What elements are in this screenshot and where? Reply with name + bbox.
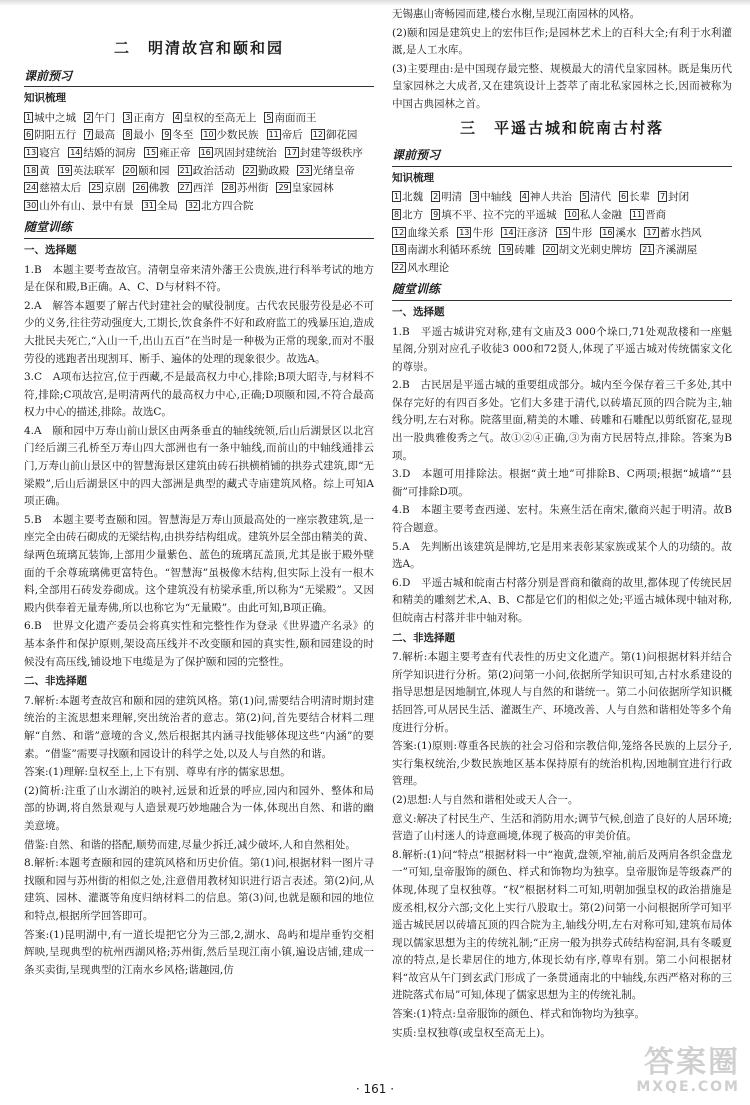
item-number: 21 [642,245,653,255]
answer-paragraph: 答案:(1)昆明湖中,有一道长堤把它分为三部,2,湖水、岛屿和堤岸垂钓交相辉映,呈现典型的杭州西湖风格;苏州街,然后呈现江南小镇,遍设店铺,建成一条买卖街,呈现典型的江南水乡风格;谐趣园,仿 [24,928,374,976]
knowledge-point-text: 帝后 [281,129,303,142]
knowledge-point [243,163,290,181]
knowledge-label: 知识梳理 [392,171,434,184]
watermark-url: MXQE.COM [636,1079,740,1095]
item-number: 15 [145,147,157,157]
answer-paragraph: 5.B 本题主要考查颐和园。智慧海是万寿山顶最高处的一座宗教建筑,是一座完全由砖石砌成的无梁结构,由拱券结构组成。建筑外层全部由精美的黄、绿两色琉璃瓦装饰,上部用少量紫色、蓝色的琉璃瓦盖顶,尤其是嵌于殿外壁面的千余尊琉璃佛更富特色。“智慧海”虽极像木结构,但实际上没有一根木料,全部用石砖发券砌成。这个建筑没有枋梁承重,所以称为“无梁殿”。又因殿内供奉着无量寿佛,所以也称它为“无量殿”。由此可知,B项正确。 [24,513,374,614]
item-number: 14 [70,147,81,157]
answer-paragraph: (2)思想:人与自然和谐相处或天人合一。 [392,793,579,806]
knowledge-point-text: 御花园 [325,129,358,142]
knowledge-point-text: 血缘关系 [407,226,450,239]
answer-block [392,324,732,628]
item-number: 9 [164,130,170,140]
knowledge-point-text: 胡文光刺史牌坊 [558,244,633,257]
knowledge-point-text: 填不平、拉不完的平遥城 [441,208,557,221]
knowledge-point [392,189,423,207]
knowledge-point [264,110,316,128]
knowledge-point-text: 西洋 [192,182,214,195]
knowledge-point-text: 封闭 [668,191,690,204]
pre-study-label: 课前预习 [392,147,732,167]
knowledge-point [24,127,76,145]
page-number: · 161 · [355,1082,395,1096]
knowledge-point [580,189,611,207]
item-number: 28 [223,183,234,193]
knowledge-point-text: 黄 [39,164,50,177]
item-number: 8 [125,130,131,140]
knowledge-point-text: 蓄水挡风 [659,226,702,239]
knowledge-point [123,110,165,128]
knowledge-point-text: 皇权的至高无上 [182,111,257,124]
item-number: 25 [91,183,102,193]
knowledge-point [392,242,491,260]
item-number: 16 [200,147,211,157]
answer-paragraph: 答案:(1)理解:皇权至上,上下有别、尊卑有序的儒家思想。 [24,766,291,779]
item-number: 27 [179,183,190,193]
knowledge-point-text: 齐溪湖屋 [655,244,698,257]
knowledge-point-text: 英法联军 [72,164,115,177]
knowledge-point [222,180,269,198]
item-number: 1 [394,192,400,202]
knowledge-point-text: 汪彦济 [516,226,549,239]
knowledge-point [565,207,622,225]
knowledge-point-text: 北魏 [402,191,424,204]
answer-paragraph: 1.B 本题主要考查故宫。清朝皇帝来清外藩王公贵族,进行科举考试的地方是在保和殿,B正确。A、C、D与材料不符。 [24,263,374,294]
knowledge-point [201,127,258,145]
answer-paragraph: (2)颐和园是建筑史上的宏伟巨作;是园林艺术上的百科大全;有利于水利灌溉,是人工水库。 [392,26,732,57]
item-number: 7 [86,130,92,140]
knowledge-point [173,110,257,128]
knowledge-point-text: 午门 [94,111,116,124]
item-number: 6 [26,130,32,140]
item-number: 11 [268,130,279,140]
answer-block [392,649,732,1042]
answer-paragraph: 2.B 古民居是平遥古城的重要组成部分。城内至今保存着三千多处,其中保存完好的有四百多处。它们大多建于清代,以砖墙瓦顶的四合院为主,轴线分明,左右对称。院落里面,精美的木雕、砖雕和石雕配以剪纸窗花,显现出一股典雅俊秀之气。故①②④正确,③为南方民居特点,排除。答案为B项。 [392,379,732,462]
knowledge-point [24,180,81,198]
knowledge-point [89,180,125,198]
item-number: 23 [299,165,310,175]
answer-block [392,6,732,114]
knowledge-point-text: 少数民族 [216,129,259,142]
knowledge-point [267,127,303,145]
knowledge-point [392,207,423,225]
knowledge-point-text: 苏州街 [236,182,269,195]
answer-paragraph: 答案:(1)特点:皇帝服饰的颜色、样式和饰物均为独享。 [392,1008,645,1021]
answer-paragraph: 借鉴:自然、和谐的搭配,顺势而建,尽量少拆迁,减少破坏,人和自然相处。 [24,838,356,851]
item-number: 19 [501,245,512,255]
item-number: 4 [521,192,527,202]
item-number: 8 [394,209,400,219]
answer-paragraph: 3.D 本题可用排除法。根据“黄土地”可排除B、C两项;根据“城墙”“县衙”可排除D项。 [392,468,732,498]
item-number: 19 [59,165,70,175]
answer-paragraph: 6.D 平遥古城和皖南古村落分别是晋商和徽商的故里,都体现了传统民居和精美的雕刻艺术,A、B、C都是它们的相似之处;平遥古城体现中轴对称,但皖南古村落并非中轴对称。 [392,576,732,624]
knowledge-point [178,180,214,198]
knowledge-point-text: 北方四合院 [201,199,254,212]
knowledge-point-text: 雍正帝 [159,146,191,159]
knowledge-point-text: 山外有山、景中有景 [39,199,134,212]
knowledge-point-text: 冬至 [172,129,194,142]
knowledge-label: 知识梳理 [24,92,66,105]
answer-paragraph: 8.解析:本题考查颐和园的建筑风格和历史价值。第(1)问,根据材料一图片寻找颐和园与苏州街的相似之处,注意借用教材知识进行语言表述。第(2)问,从建筑、园林、灌溉等角度归纳材料二的信息。第(3)问,也就是颐和园的地位和特点,根据所学回答即可。 [24,857,374,922]
knowledge-point [24,163,50,181]
answer-paragraph: 2.A 解答本题要了解古代封建社会的赋役制度。古代农民服劳役是必不可少的义务,往往劳动强度大,工期长,饮食条件不好和政府监工的残暴压迫,造成大批民夫死亡,“入山一千,出山五百”在当时是一种极为正常的现象,而对不服劳役的逃跑者出现割耳、断手、遍体的处理的现象很少。故选A。 [24,299,374,365]
item-number: 15 [558,227,569,237]
item-number: 32 [187,200,199,210]
knowledge-point [543,242,632,260]
item-number: 14 [503,227,514,237]
chapter-title: 二 明清故宫和颐和园 [113,39,284,57]
item-number: 12 [312,130,323,140]
knowledge-points [392,189,732,277]
item-number: 1 [26,112,32,122]
knowledge-point-text: 牛形 [472,226,494,239]
item-number: 12 [394,227,405,237]
knowledge-point [24,110,76,128]
item-number: 20 [545,245,556,255]
item-number: 2 [433,192,439,202]
item-number: 13 [26,147,37,157]
answer-paragraph: 答案:(1)原则:尊重各民族的社会习俗和宗教信仰,笼络各民族的上层分子,实行集权统治,少数民族地区基本保持原有的统治机构,因地制宜进行行政管理。 [392,740,732,788]
knowledge-point-text: 封建等级秩序 [299,146,363,159]
item-number: 22 [244,165,255,175]
knowledge-point-text: 慈禧太后 [39,182,82,195]
item-number: 21 [179,165,190,175]
knowledge-point-text: 巩固封建统治 [213,146,277,159]
watermark-logo [636,1047,740,1095]
knowledge-point [178,163,235,181]
knowledge-point-text: 长辈 [629,191,651,204]
item-number: 31 [143,200,154,210]
item-number: 22 [394,262,405,272]
item-number: 26 [135,183,146,193]
answer-paragraph: 8.解析:(1)问“特点”根据材料一中“袍黄,盘领,窄袖,前后及两肩各织金盘龙一”可知,皇帝服饰的颜色、样式和饰物均为独享。皇帝服饰是等级森严的体现,体现了皇权独尊。“权”根据材料二可知,明朝加强皇权的政治措施是废丞相,权分六部;文化上实行八股取士。第(2)问第一小问根据所学可知平遥古城民居以砖墙瓦顶的四合院为主,轴线分明,左右对称可知,建筑布局体现以儒家思想为主的传统礼制;“正房一般为拱券式砖结构窑洞,具有冬暖夏凉的特点,是长辈居住的地方,体现长幼有序,尊卑有别。第二小问根据材料“故宫从午门到玄武门形成了一条贯通南北的中轴线,东西严格对称的三进院落式布局”可知,体现了儒家思想为主的传统礼制。 [392,848,732,1002]
knowledge-point-text: 私人金融 [579,208,622,221]
answer-paragraph: 4.B 本题主要考查西递、宏村。朱熹生活在南宋,徽商兴起于明清。故B符合题意。 [392,504,732,535]
section-heading: 二、非选择题 [392,631,455,644]
item-number: 3 [125,112,131,122]
knowledge-point [162,127,193,145]
left-column [24,34,374,980]
answer-block [24,693,374,980]
answer-paragraph: 实质:皇权独尊(或皇权至高无上)。 [392,1026,551,1039]
knowledge-point [24,198,134,216]
pre-study-label: 课前预习 [24,68,374,88]
knowledge-point-text: 明清 [441,191,463,204]
knowledge-point [68,145,136,163]
item-number: 5 [581,192,587,202]
item-number: 7 [660,192,666,202]
knowledge-point-text: 北方 [402,208,424,221]
knowledge-point-text: 中轴线 [480,191,512,204]
knowledge-point [658,189,689,207]
knowledge-point [640,242,697,260]
answer-paragraph: (3)主要理由:是中国现存最完整、规模最大的清代皇家园林。既是集历代皇家园林之大成者,又在建筑设计上荟萃了南北私家园林之长,因而被称为中国古典园林之首。 [392,62,732,110]
knowledge-point [619,189,650,207]
answer-paragraph: 1.B 平遥古城讲究对称,建有文庙及3 000个垛口,71处观敌楼和一座魁星阁,分别对应孔子收徒3 000和72贤人,体现了平遥古城对传统儒家文化的尊崇。 [392,325,732,373]
knowledge-point-text: 全局 [156,199,178,212]
knowledge-point-text: 溪水 [615,226,637,239]
knowledge-point-text: 清代 [589,191,611,204]
knowledge-point-text: 神人共治 [529,191,572,204]
knowledge-point-text: 牛形 [571,226,593,239]
knowledge-point [24,145,60,163]
knowledge-point-text: 正南方 [133,111,165,124]
item-number: 16 [602,227,613,237]
answer-paragraph: 4.A 颐和园中万寿山前山景区由两条垂直的轴线统领,后山后湖景区以北宫门经后湖三孔桥至万寿山四大部洲也有一条中轴线,而前山的中轴线通排云门,万寿山前山景区中的智慧海景区建筑由砖石拱横梢铺的拱券式建筑,即“无梁殿”,后山后湖景区中的四大部洲是典型的藏式寺庙建筑风格。综上可知A项正确。 [24,424,374,508]
item-number: 10 [566,209,577,219]
knowledge-point [142,198,178,216]
knowledge-point [297,163,354,181]
right-column [392,6,732,1043]
item-number: 11 [631,209,643,219]
knowledge-point-text: 阴阳五行 [34,129,77,142]
section-heading: 二、非选择题 [24,675,87,688]
knowledge-point [123,127,154,145]
section-heading: 一、选择题 [24,243,77,256]
item-number: 9 [433,209,439,219]
knowledge-point [600,225,636,243]
knowledge-point [144,145,191,163]
item-number: 3 [472,192,478,202]
practice-label: 随堂训练 [24,219,374,239]
item-number: 20 [124,165,136,175]
item-number: 30 [26,200,37,210]
knowledge-point [311,127,358,145]
answer-paragraph: 5.A 先判断出该建筑是牌坊,它是用来表彰某家族或某个人的功绩的。故选A。 [392,540,732,571]
knowledge-point-text: 结婚的洞房 [83,146,136,159]
item-number: 2 [86,112,92,122]
knowledge-point [285,145,363,163]
item-number: 17 [646,227,657,237]
answer-paragraph: 6.B 世界文化遗产委员会将真实性和完整性作为登录《世界遗产名录》的基本条件和保护原则,架设高压线并不改变颐和园的真实性,颐和园建设的时候没有高压线,铺设地下电缆是为了保护颐和园的完整性。 [24,620,374,668]
knowledge-point [84,110,115,128]
knowledge-point [133,180,169,198]
answer-paragraph: 意义:解决了村民生产、生活和消防用水;调节气候,创造了良好的人居环境;营造了山村迷人的诗意画境,体现了极高的审美价值。 [392,812,732,843]
knowledge-point [556,225,592,243]
knowledge-point-text: 京剧 [104,182,126,195]
knowledge-point-text: 勤政殿 [257,164,290,177]
answer-block [24,262,374,672]
answer-paragraph: 7.解析:本题考查故宫和颐和园的建筑风格。第(1)问,需要结合明清时期封建统治的主流思想来理解,突出统治者的意志。第(2)问,首先要结合材料二理解“自然、和谐”意境的含义,然后根据其内涵寻找能够体现这些“内涵”的要素。“借鉴”需要寻找颐和园设计的科学之处,以及人与自然的和谐。 [24,694,374,760]
item-number: 13 [459,227,470,237]
practice-label: 随堂训练 [392,281,732,301]
knowledge-point [431,189,462,207]
knowledge-point-text: 砖雕 [514,244,536,257]
item-number: 18 [26,165,37,175]
knowledge-point [630,207,666,225]
item-number: 10 [203,130,214,140]
section-heading: 一、选择题 [392,305,445,318]
knowledge-point [520,189,572,207]
knowledge-point [276,180,333,198]
knowledge-point-text: 南面而王 [274,111,317,124]
knowledge-point [501,225,548,243]
knowledge-point-text: 皇家园林 [291,182,334,195]
knowledge-point [644,225,701,243]
knowledge-point [392,260,449,278]
knowledge-point [84,127,115,145]
knowledge-point [470,189,512,207]
knowledge-point-text: 南湖水利循环系统 [407,244,492,257]
knowledge-point [457,225,493,243]
knowledge-point [392,225,449,243]
item-number: 6 [620,192,627,202]
knowledge-point-text: 寝宫 [39,146,61,159]
knowledge-point-text: 风水理论 [407,261,450,274]
answer-paragraph: 3.C A项布达拉宫,位于西藏,不是最高权力中心,排除;B项大昭寺,与材料不符,排除;C项故宫,是明清两代的最高权力中心,正确;D项颐和园,不符合最高权力中心的描述,排除。故选C。 [24,371,374,419]
watermark-text: 答案圈 [644,1045,740,1080]
item-number: 17 [286,147,297,157]
answer-paragraph: (2)简析:注重了山水湖泊的映衬,远景和近景的呼应,园内和园外、整体和局部的协调,将自然景观与人造景观巧妙地融合为一体,体现出自然、和谐的幽美意境。 [24,784,374,832]
knowledge-point [123,163,170,181]
item-number: 29 [278,183,289,193]
item-number: 24 [26,183,37,193]
knowledge-point-text: 佛教 [148,182,170,195]
knowledge-point [499,242,535,260]
knowledge-point [199,145,277,163]
answer-paragraph: 无锡惠山寄畅园而建,楼台水榭,呈现江南园林的风格。 [392,8,641,20]
knowledge-point [431,207,557,225]
knowledge-point-text: 城中之城 [34,111,77,124]
knowledge-point-text: 光绪皇帝 [312,164,355,177]
knowledge-point-text: 晋商 [645,208,667,221]
knowledge-point-text: 政治活动 [192,164,235,177]
knowledge-point-text: 颐和园 [138,164,170,177]
item-number: 4 [174,112,180,122]
answer-paragraph: 7.解析:本题主要考查有代表性的历史文化遗产。第(1)问根据材料并结合所学知识进行分析。第(2)问第一小问,依据所学知识可知,古村水系建设的指导思想是因地制宜,体现人与自然的和谐统一。第二小问依据所学知识概括回答,可从居民生活、灌溉生产、环境改善、人与自然和谐相处等多个角度进行分析。 [392,651,732,734]
knowledge-point-text: 最小 [133,129,155,142]
knowledge-point-text: 最高 [94,129,116,142]
knowledge-point [58,163,115,181]
item-number: 18 [394,245,405,255]
chapter-title: 三 平遥古城和皖南古村落 [459,118,664,137]
knowledge-point [186,198,254,216]
knowledge-points [24,110,374,216]
item-number: 5 [266,112,272,122]
